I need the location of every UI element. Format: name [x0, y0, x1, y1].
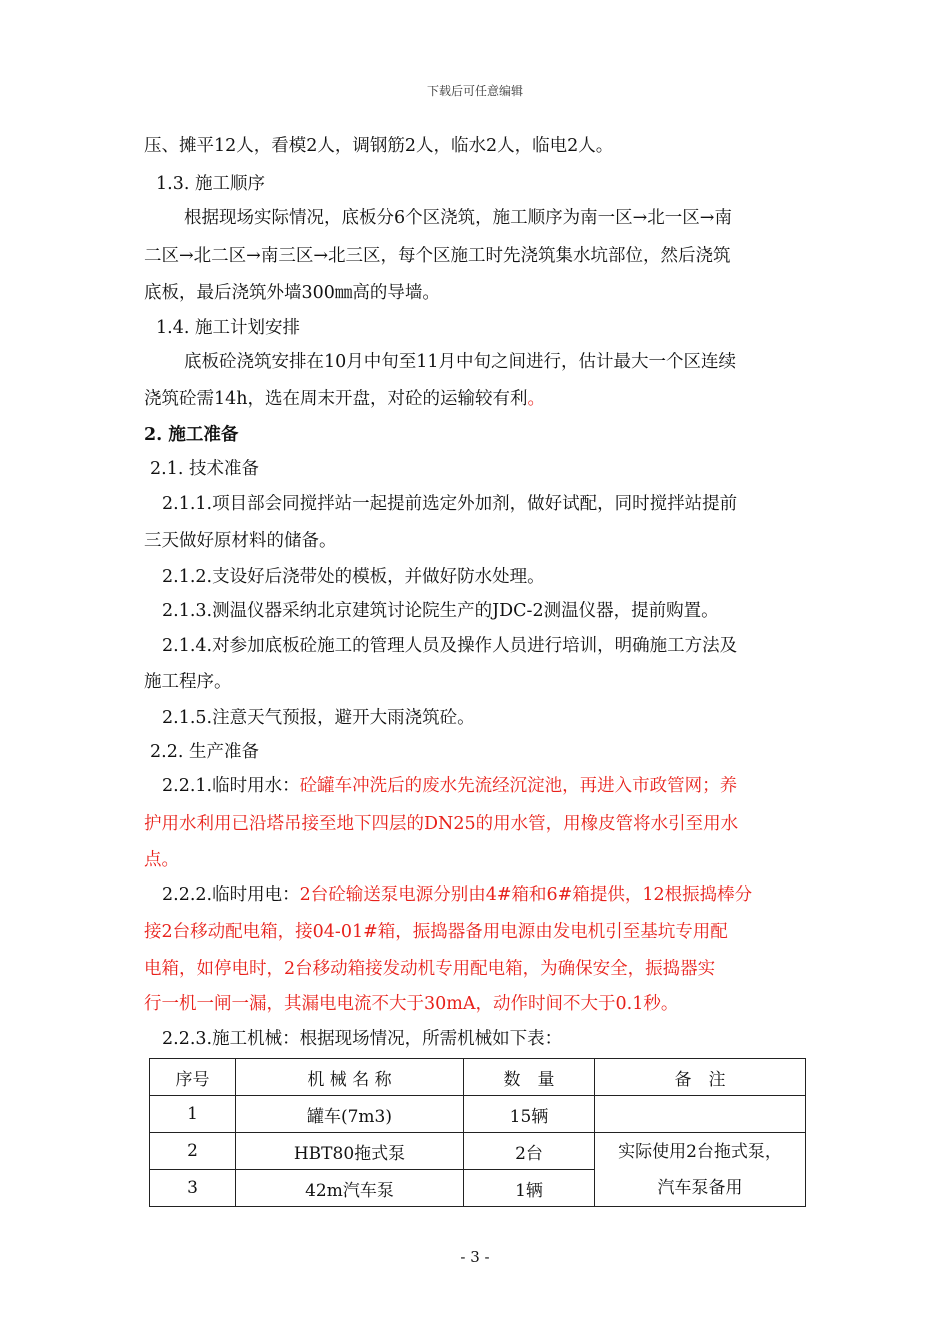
section-heading-2: 2. 施工准备 [144, 425, 239, 445]
cell-notes-merged [595, 1133, 806, 1207]
paragraph-line: 施工程序。 [144, 672, 232, 692]
page-number: - 3 - [460, 1248, 490, 1266]
paragraph-text: 浇筑砼需14h，选在周末开盘，对砼的运输较有利 [144, 389, 528, 409]
paragraph-line: 2.1.3.测温仪器采纳北京建筑讨论院生产的JDC-2测温仪器，提前购置。 [162, 601, 719, 621]
note-line: 汽车泵备用 [657, 1177, 743, 1198]
cell-qty: 2台 [464, 1133, 595, 1170]
paragraph-line: 底板，最后浇筑外墙300㎜高的导墙。 [144, 283, 440, 303]
cell-name: 42m汽车泵 [236, 1170, 464, 1207]
section-heading-1-3: 1.3. 施工顺序 [156, 174, 265, 194]
machinery-table [149, 1058, 806, 1207]
paragraph-line: 底板砼浇筑安排在10月中旬至11月中旬之间进行，估计最大一个区连续 [184, 352, 737, 372]
red-period: 。 [527, 389, 546, 409]
cell-name: 罐车(7m3) [236, 1096, 464, 1133]
section-heading-2-1: 2.1. 技术准备 [150, 459, 259, 479]
paragraph-line [162, 883, 752, 907]
paragraph-line-red: 护用水利用已沿塔吊接至地下四层的DN25的用水管，用橡皮管将水引至用水 [144, 814, 739, 834]
cell-notes-empty [595, 1096, 806, 1133]
paragraph-line: 三天做好原材料的储备。 [144, 531, 337, 551]
paragraph-line: 2.1.1.项目部会同搅拌站一起提前选定外加剂，做好试配，同时搅拌站提前 [162, 494, 738, 514]
table-header-row [150, 1059, 806, 1096]
cell-no: 2 [150, 1133, 236, 1170]
paragraph-line: 2.1.4.对参加底板砼施工的管理人员及操作人员进行培训，明确施工方法及 [162, 636, 738, 656]
paragraph-line: 压、摊平12人，看模2人，调钢筋2人，临水2人，临电2人。 [144, 136, 614, 156]
paragraph-line [162, 774, 737, 798]
header-notes: 备 注 [595, 1059, 806, 1096]
paragraph-line: 根据现场实际情况，底板分6个区浇筑，施工顺序为南一区→北一区→南 [184, 208, 732, 228]
cell-name: HBT80拖式泵 [236, 1133, 464, 1170]
paragraph-line: 2.1.2.支设好后浇带处的模板，并做好防水处理。 [162, 567, 545, 587]
section-heading-1-4: 1.4. 施工计划安排 [156, 318, 300, 338]
paragraph-line: 二区→北二区→南三区→北三区，每个区施工时先浇筑集水坑部位，然后浇筑 [144, 246, 731, 266]
cell-qty: 15辆 [464, 1096, 595, 1133]
red-text: 2台砼输送泵电源分别由4#箱和6#箱提供，12根振捣棒分 [299, 885, 753, 905]
table-row [150, 1096, 806, 1133]
paragraph-line: 2.2.3.施工机械：根据现场情况，所需机械如下表： [162, 1029, 563, 1049]
paragraph-line-red: 点。 [144, 850, 179, 870]
cell-qty: 1辆 [464, 1170, 595, 1207]
paragraph-line [144, 387, 545, 411]
header-qty: 数 量 [464, 1059, 595, 1096]
page-header: 下载后可任意编辑 [426, 84, 523, 98]
header-no: 序号 [150, 1059, 236, 1096]
paragraph-line-red: 行一机一闸一漏，其漏电电流不大于30mA，动作时间不大于0.1秒。 [144, 994, 679, 1014]
note-line: 实际使用2台拖式泵， [618, 1141, 782, 1162]
item-label: 2.2.1.临时用水： [162, 776, 300, 796]
paragraph-line-red: 接2台移动配电箱，接04-01#箱，振捣器备用电源由发电机引至基坑专用配 [144, 922, 728, 942]
paragraph-line: 2.1.5.注意天气预报，避开大雨浇筑砼。 [162, 708, 475, 728]
cell-no: 3 [150, 1170, 236, 1207]
section-heading-2-2: 2.2. 生产准备 [150, 742, 259, 762]
red-text: 砼罐车冲洗后的废水先流经沉淀池，再进入市政管网；养 [299, 776, 738, 796]
table-row [150, 1133, 806, 1170]
paragraph-line-red: 电箱，如停电时，2台移动箱接发动机专用配电箱，为确保安全，振捣器实 [144, 959, 716, 979]
item-label: 2.2.2.临时用电： [162, 885, 300, 905]
cell-no: 1 [150, 1096, 236, 1133]
header-name: 机 械 名 称 [236, 1059, 464, 1096]
